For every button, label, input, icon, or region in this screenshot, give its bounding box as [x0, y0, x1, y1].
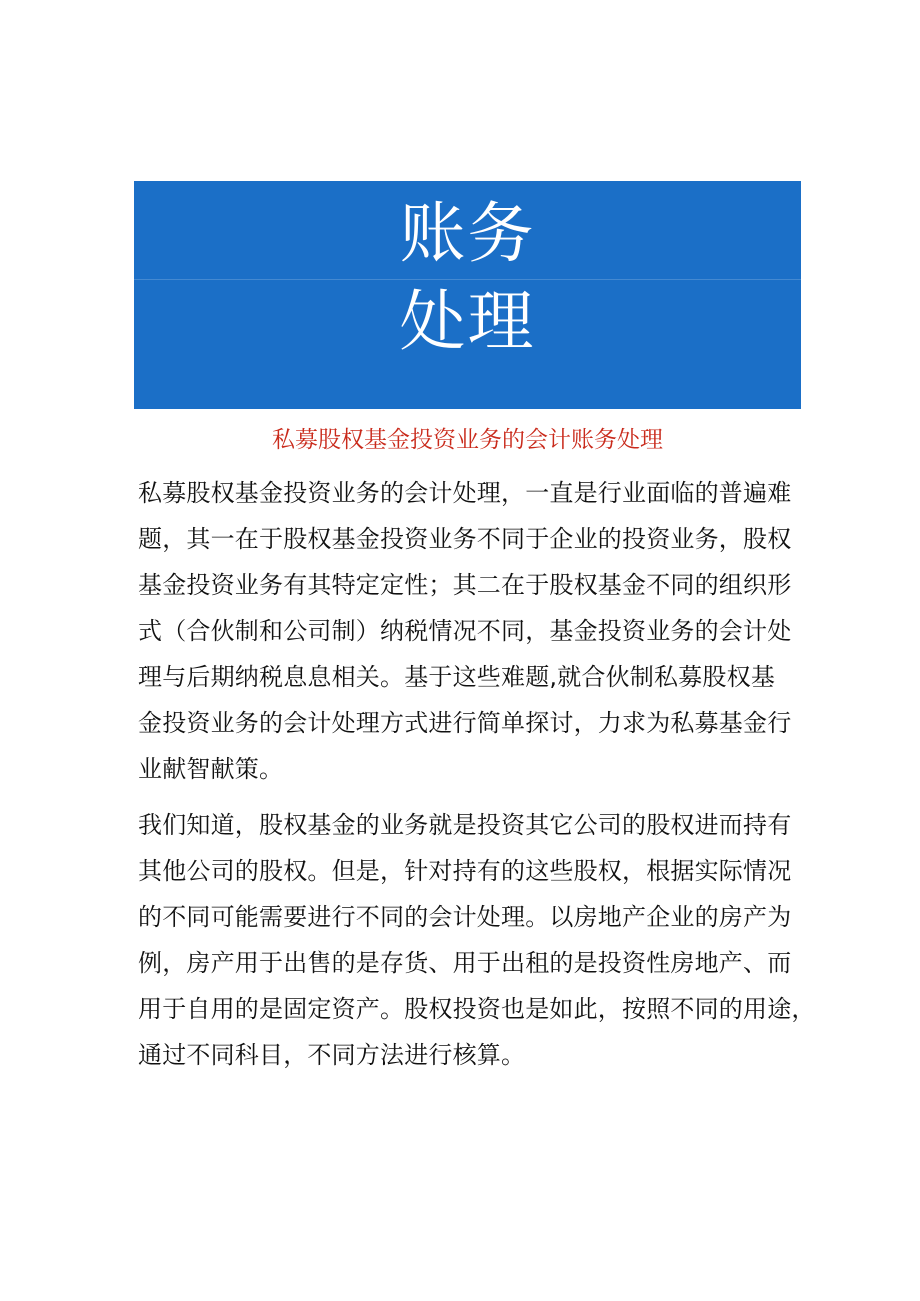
banner-divider: [134, 279, 801, 280]
paragraph-line: 基金投资业务有其特定定性；其二在于股权基金不同的组织形: [138, 571, 792, 599]
paragraph-line: 我们知道，股权基金的业务就是投资其它公司的股权进而持有: [138, 811, 792, 839]
paragraph-line: 业献智献策。: [138, 755, 284, 783]
paragraph-line: 式（合伙制和公司制）纳税情况不同，基金投资业务的会计处: [138, 617, 792, 645]
banner-title-line-1: 账务: [399, 195, 536, 272]
article-subtitle: 私募股权基金投资业务的会计账务处理: [272, 427, 663, 453]
paragraph-line: 用于自用的是固定资产。股权投资也是如此，按照不同的用途，: [138, 995, 816, 1023]
paragraph-line: 理与后期纳税息息相关。基于这些难题,就合伙制私募股权基: [138, 663, 776, 691]
paragraph-line: 私募股权基金投资业务的会计处理，一直是行业面临的普遍难: [138, 479, 792, 507]
paragraph-line: 金投资业务的会计处理方式进行简单探讨，力求为私募基金行: [138, 709, 792, 737]
paragraph-line: 通过不同科目，不同方法进行核算。: [138, 1041, 526, 1069]
paragraph-line: 其他公司的股权。但是，针对持有的这些股权，根据实际情况: [138, 857, 792, 885]
paragraph-2: [138, 802, 816, 1078]
banner-title-line-2: 处理: [399, 283, 536, 360]
article-body: [138, 470, 816, 1078]
title-banner: [134, 181, 801, 409]
paragraph-1: [138, 470, 808, 792]
paragraph-line: 的不同可能需要进行不同的会计处理。以房地产企业的房产为: [138, 903, 792, 931]
paragraph-line: 题，其一在于股权基金投资业务不同于企业的投资业务，股权: [138, 525, 792, 553]
paragraph-line: 例，房产用于出售的是存货、用于出租的是投资性房地产、而: [138, 949, 792, 977]
